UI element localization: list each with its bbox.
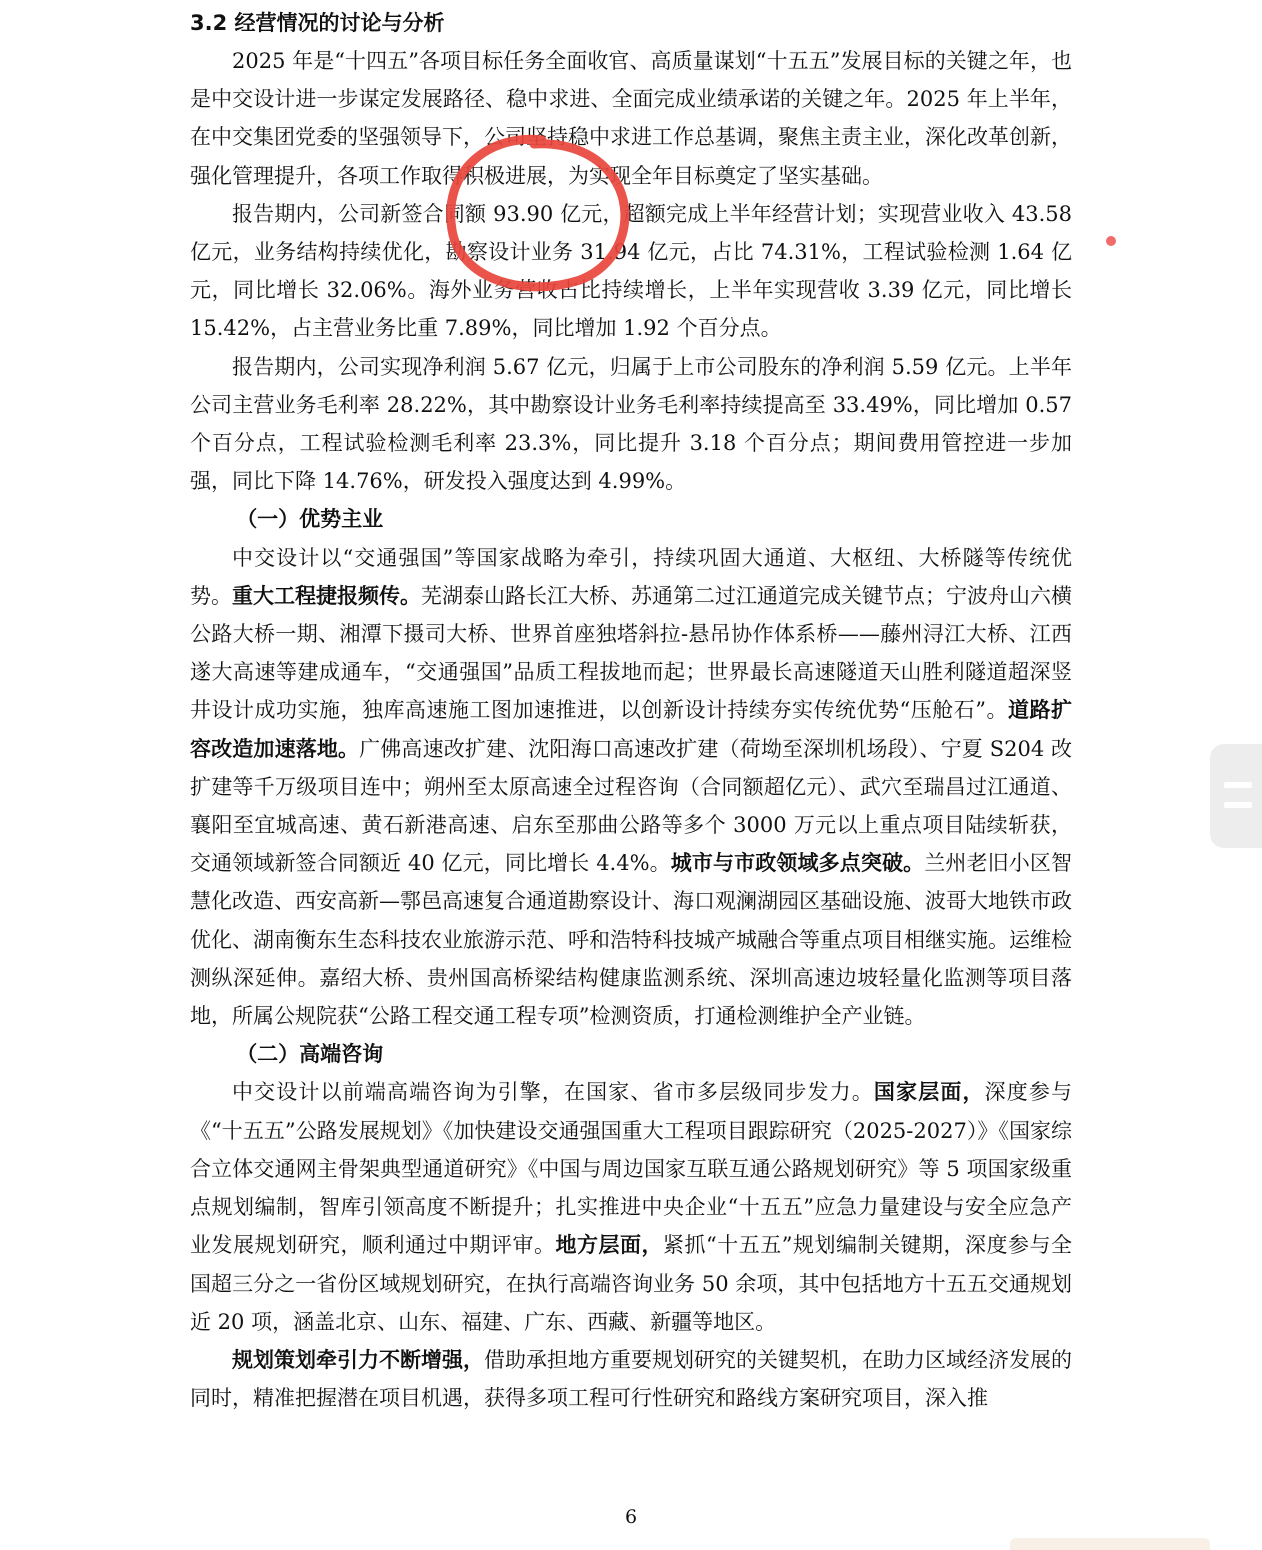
text-segment: 中交设计以“交通强国”等国家战略为牵引，持续巩固大通道、大枢纽、大桥隧等传统优势。 [190, 545, 1072, 608]
highlight-national-level: 国家层面， [873, 1080, 985, 1105]
handle-bar-icon [1224, 802, 1252, 808]
text-segment: 兰州老旧小区智慧化改造、西安高新—鄠邑高速复合通道勘察设计、海口观澜湖园区基础设施、波哥大地铁市政优化、湖南衡东生态科技农业旅游示范、呼和浩特科技城产城融合等重点项目相继实施。运维检测纵深延伸。嘉绍大桥、贵州国高桥梁结构健康监测系统、深圳高速边坡轻量化监测等项目落地，所属公规院获“公路工程交通工程专项”检测资质，打通检测维护全产业链。 [190, 851, 1072, 1029]
text-segment: 借助承担地方重要规划研究的关键契机，在助力区域经济发展的同时，精准把握潜在项目机遇，获得多项工程可行性研究和路线方案研究项目，深入推 [190, 1347, 1072, 1411]
highlight-road-expansion: 道路扩容改造加速落地。 [190, 698, 1073, 761]
paragraph-profit: 报告期内，公司实现净利润 5.67 亿元，归属于上市公司股东的净利润 5.59 亿元。上半年公司主营业务毛利率 28.22%，其中勘察设计业务毛利率持续提高至 33.49%，同比增加 0.57 个百分点，工程试验检测毛利率 23.3%，同比提升 3.18 个百分点；期间费用管控进一步加强，同比下降 14.76%，研发投入强度达到 4.99%。 [190, 354, 1072, 494]
bottom-toolbar-edge[interactable] [1010, 1538, 1210, 1550]
text-segment: 中交设计以前端高端咨询为引擎，在国家、省市多层级同步发力。 [232, 1080, 874, 1105]
paragraph-planning [190, 1341, 1072, 1417]
document-body [190, 4, 1072, 1417]
paragraph-overview: 2025 年是“十四五”各项目标任务全面收官、高质量谋划“十五五”发展目标的关键之年，也是中交设计进一步谋定发展路径、稳中求进、全面完成业绩承诺的关键之年。2025 年上半年，在中交集团党委的坚强领导下，公司坚持稳中求进工作总基调，聚焦主责主业，深化改革创新，强化管理提升，各项工作取得积极进展，为实现全年目标奠定了坚实基础。 [190, 49, 1072, 188]
red-dot-marker [1106, 236, 1116, 246]
section-title: 3.2 经营情况的讨论与分析 [190, 11, 445, 35]
text-segment: 紧抓“十五五”规划编制关键期，深度参与全国超三分之一省份区域规划研究，在执行高端咨询业务 50 余项，其中包括地方十五五交通规划近 20 项，涵盖北京、山东、福建、广东、西藏、新疆等地区。 [190, 1233, 1073, 1334]
side-panel-handle[interactable] [1210, 744, 1262, 848]
subsection-title-consulting: （二）高端咨询 [236, 1042, 384, 1067]
text-segment: 广佛高速改扩建、沈阳海口高速改扩建（荷坳至深圳机场段）、宁夏 S204 改扩建等千万级项目连中；朔州至太原高速全过程咨询（合同额超亿元）、武穴至瑞昌过江通道、襄阳至宜城高速、黄石新港高速、启东至那曲公路等多个 3000 万元以上重点项目陆续斩获，交通领域新签合同额近 40 亿元，同比增长 4.4%。 [190, 736, 1072, 876]
paragraph-core-business [190, 539, 1072, 1036]
highlight-urban-municipal: 城市与市政领域多点突破。 [670, 851, 925, 876]
paragraph-consulting [190, 1073, 1072, 1340]
text-segment: 深度参与《“十五五”公路发展规划》《加快建设交通强国重大工程项目跟踪研究（2025-2027）》《国家综合立体交通网主骨架典型通道研究》《中国与周边国家互联互通公路规划研究》等 5 项国家级重点规划编制，智库引领高度不断提升；扎实推进中央企业“十五五”应急力量建设与安全应急产业发展规划研究，顺利通过中期评审。 [190, 1080, 1073, 1258]
highlight-local-level: 地方层面， [555, 1233, 664, 1258]
highlight-planning-leverage: 规划策划牵引力不断增强， [232, 1347, 484, 1372]
subsection-title-core-business: （一）优势主业 [236, 507, 384, 532]
paragraph-revenue: 报告期内，公司新签合同额 93.90 亿元，超额完成上半年经营计划；实现营业收入 43.58 亿元，业务结构持续优化，勘察设计业务 31.94 亿元，占比 74.31%，工程试验检测 1.64 亿元，同比增长 32.06%。海外业务营收占比持续增长，上半年实现营收 3.39 亿元，同比增长 15.42%，占主营业务比重 7.89%，同比增加 1.92 个百分点。 [190, 201, 1072, 341]
handle-bar-icon [1224, 782, 1252, 788]
page-number: 6 [624, 1506, 638, 1528]
highlight-major-projects: 重大工程捷报频传。 [232, 583, 421, 608]
text-segment: 芜湖泰山路长江大桥、苏通第二过江通道完成关键节点；宁波舟山六横公路大桥一期、湘潭下摄司大桥、世界首座独塔斜拉-悬吊协作体系桥——藤州浔江大桥、江西遂大高速等建成通车，“交通强国”品质工程拔地而起；世界最长高速隧道天山胜利隧道超深竖井设计成功实施，独库高速施工图加速推进，以创新设计持续夯实传统优势“压舱石”。 [190, 583, 1072, 723]
